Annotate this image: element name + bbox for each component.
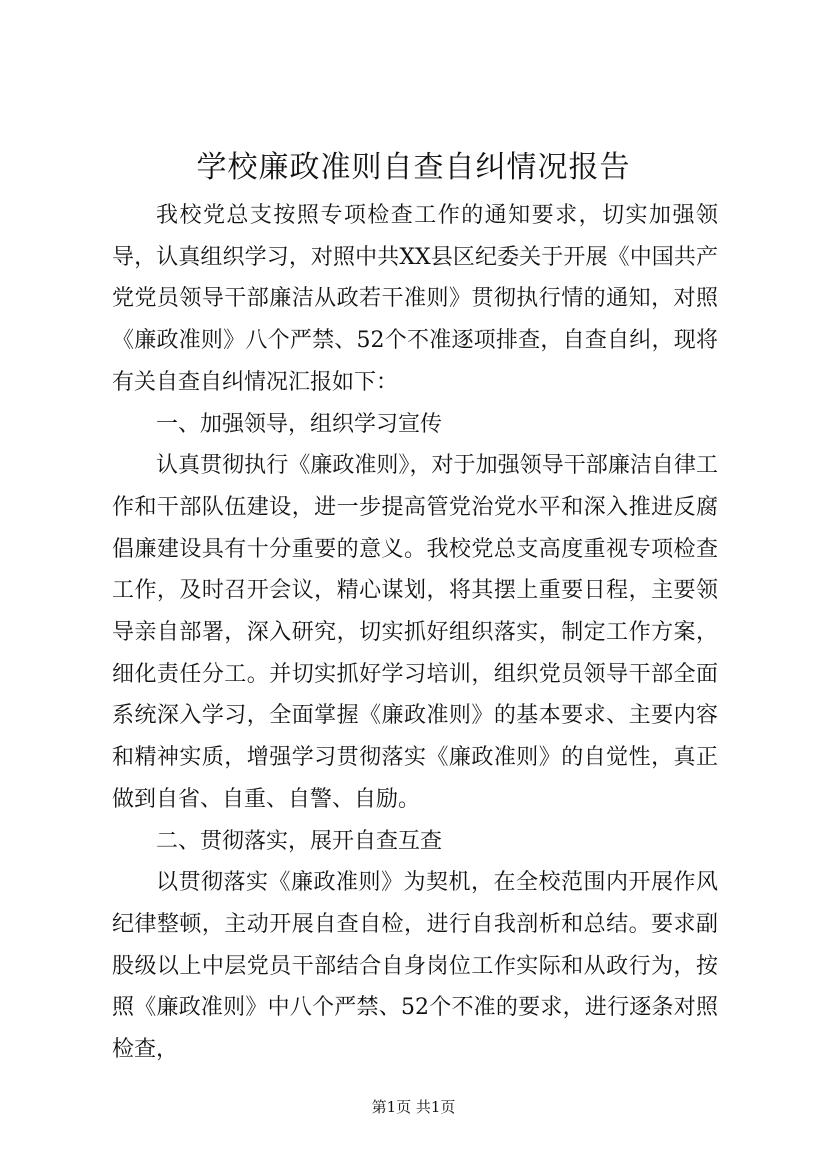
document-body: [112, 195, 718, 1071]
section-heading-2: 二、贯彻落实，展开自查互查: [156, 828, 443, 854]
page-footer: [0, 1097, 827, 1117]
paragraph-section-2: 以贯彻落实《廉政准则》为契机，在全校范围内开展作风纪律整顿，主动开展自查自检，进行自我剖析和总结。要求副股级以上中层党员干部结合自身岗位工作实际和从政行为，按照《廉政准则》中八个严禁、52个不准的要求，进行逐条对照检查，: [112, 870, 718, 1063]
section-heading-1: 一、加强领导，组织学习宣传: [156, 411, 443, 437]
paragraph-intro: 我校党总支按照专项检查工作的通知要求，切实加强领导，认真组织学习，对照中共XX县区纪委关于开展《中国共产党党员领导干部廉洁从政若干准则》贯彻执行情的通知，对照《廉政准则》八个严禁、52个不准逐项排查，自查自纠，现将有关自查自纠情况汇报如下：: [112, 203, 718, 395]
page-number-label: 第1页 共1页: [371, 1098, 456, 1116]
document-title: 学校廉政准则自查自纠情况报告: [196, 150, 631, 185]
paragraph-section-1: 认真贯彻执行《廉政准则》，对于加强领导干部廉洁自律工作和干部队伍建设，进一步提高管党治党水平和深入推进反腐倡廉建设具有十分重要的意义。我校党总支高度重视专项检查工作，及时召开会议，精心谋划，将其摆上重要日程，主要领导亲自部署，深入研究，切实抓好组织落实，制定工作方案，细化责任分工。并切实抓好学习培训，组织党员领导干部全面系统深入学习，全面掌握《廉政准则》的基本要求、主要内容和精神实质，增强学习贯彻落实《廉政准则》的自觉性，真正做到自省、自重、自警、自励。: [112, 453, 718, 812]
